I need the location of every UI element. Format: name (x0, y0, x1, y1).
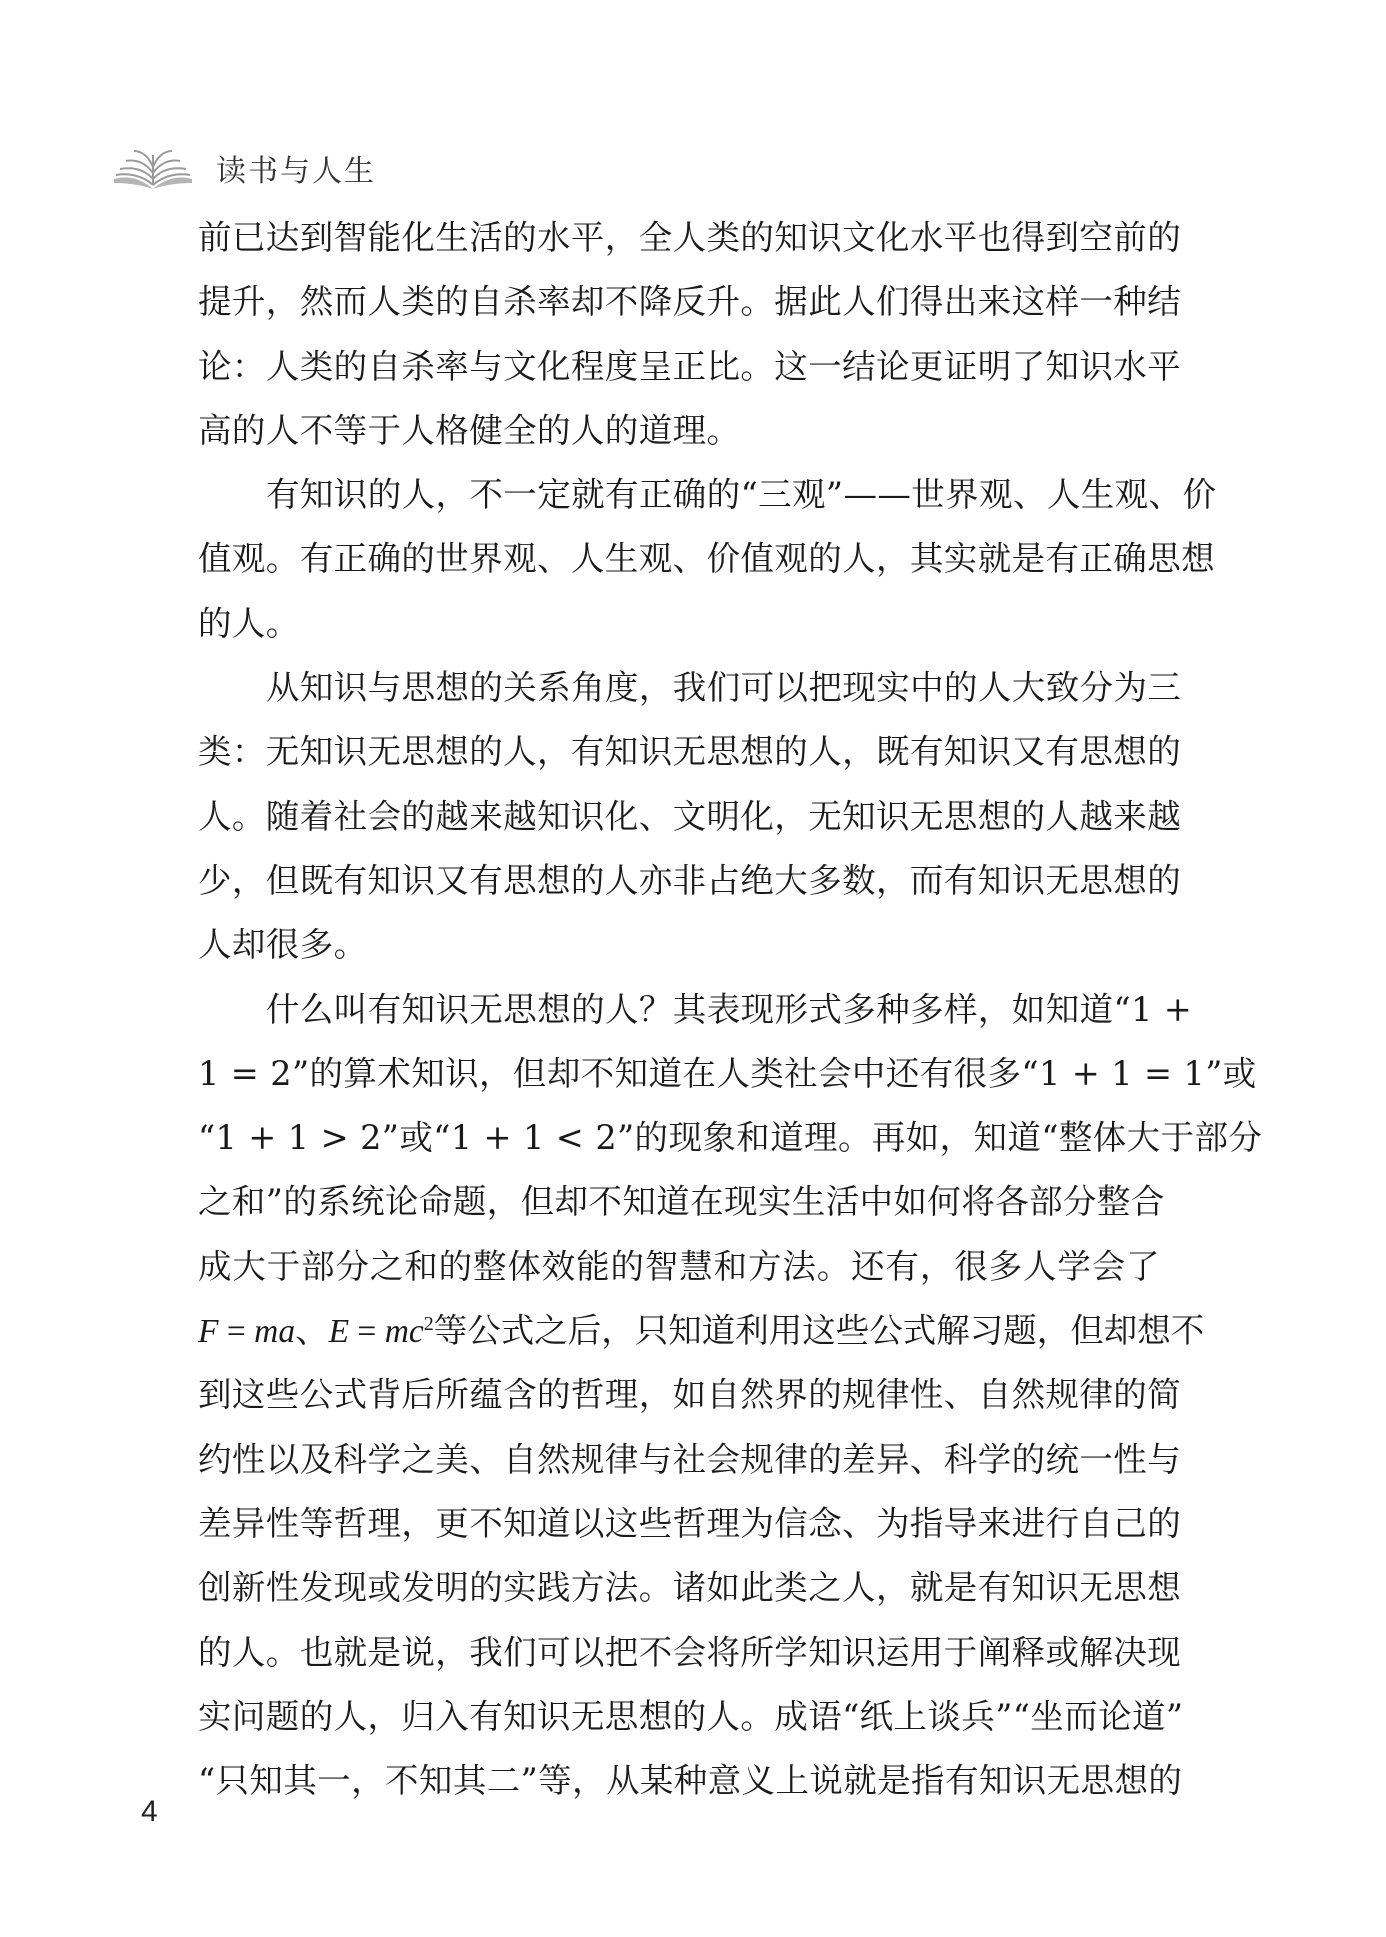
formula-energy-symbol: E (328, 1313, 350, 1351)
formula-force-symbol: F (198, 1313, 219, 1351)
text-line: 创新性发现或发明的实践方法。诸如此类之人，就是有知识无思想 (198, 1568, 1182, 1608)
paragraph-2 (198, 463, 1217, 656)
formula-exponent: 2 (423, 1312, 434, 1335)
text-line: 类：无知识无思想的人，有知识无思想的人，既有知识又有思想的 (198, 732, 1182, 772)
text-line: 成大于部分之和的整体效能的智慧和方法。还有，很多人学会了 (198, 1246, 1160, 1286)
text-line: 之和”的系统论命题，但却不知道在现实生活中如何将各部分整合 (198, 1182, 1165, 1222)
running-title: 读书与人生 (216, 154, 376, 189)
text-line: 论：人类的自杀率与文化程度呈正比。这一结论更证明了知识水平 (198, 346, 1182, 386)
paragraph-3 (198, 656, 1182, 977)
text-line: 到这些公式背后所蕴含的哲理，如自然界的规律性、自然规律的简 (198, 1375, 1182, 1415)
text-line: 约性以及科学之美、自然规律与社会规律的差异、科学的统一性与 (198, 1439, 1182, 1479)
page-number: 4 (141, 1795, 158, 1828)
text-line: “只知其一，不知其二”等，从某种意义上说就是指有知识无思想的 (198, 1761, 1183, 1801)
text-line: 人却很多。 (198, 925, 368, 965)
running-header (112, 140, 376, 196)
formula-equals: = (349, 1313, 385, 1351)
text-line: 实问题的人，归入有知识无思想的人。成语“纸上谈兵”“坐而论道” (198, 1696, 1184, 1736)
formula-equals: = (218, 1313, 255, 1351)
text-line: 差异性等哲理，更不知道以这些哲理为信念、为指导来进行自己的 (198, 1503, 1182, 1543)
text-line: 少，但既有知识又有思想的人亦非占绝大多数，而有知识无思想的 (198, 860, 1182, 900)
text-line: 人。随着社会的越来越知识化、文明化，无知识无思想的人越来越 (198, 796, 1182, 836)
text-line: 1 = 2”的算术知识，但却不知道在人类社会中还有很多“1 + 1 = 1”或 (198, 1053, 1257, 1093)
text-line: 的人。也就是说，我们可以把不会将所学知识运用于阐释或解决现 (198, 1632, 1182, 1672)
formula-ma: ma (254, 1313, 296, 1351)
formula-mc: mc (384, 1313, 424, 1351)
text-line: 什么叫有知识无思想的人？其表现形式多种多样，如知道“1 + (266, 989, 1193, 1029)
text-line: 高的人不等于人格健全的人的道理。 (198, 410, 741, 450)
open-book-icon (112, 145, 194, 191)
text-line: 值观。有正确的世界观、人生观、价值观的人，其实就是有正确思想 (198, 539, 1215, 579)
paragraph-4 (198, 978, 1263, 1814)
text-line: 前已达到智能化生活的水平，全人类的知识文化水平也得到空前的 (198, 218, 1182, 257)
paragraph-1 (198, 206, 1182, 463)
text-line: 的人。 (198, 603, 300, 643)
text-line: 提升，然而人类的自杀率却不降反升。据此人们得出来这样一种结 (198, 282, 1182, 322)
formula-line-rest: 等公式之后，只知道利用这些公式解习题，但却想不 (433, 1311, 1205, 1351)
body-text (198, 206, 1263, 1813)
text-line: 从知识与思想的关系角度，我们可以把现实中的人大致分为三 (266, 668, 1182, 708)
text-line: 有知识的人，不一定就有正确的“三观”——世界观、人生观、价 (266, 475, 1217, 515)
formula-separator: 、 (295, 1313, 329, 1351)
formula-expression (198, 1300, 434, 1364)
formula-text-line (198, 1299, 1205, 1363)
text-line: “1 + 1 > 2”或“1 + 1 < 2”的现象和道理。再如，知道“整体大于部分 (198, 1118, 1263, 1158)
